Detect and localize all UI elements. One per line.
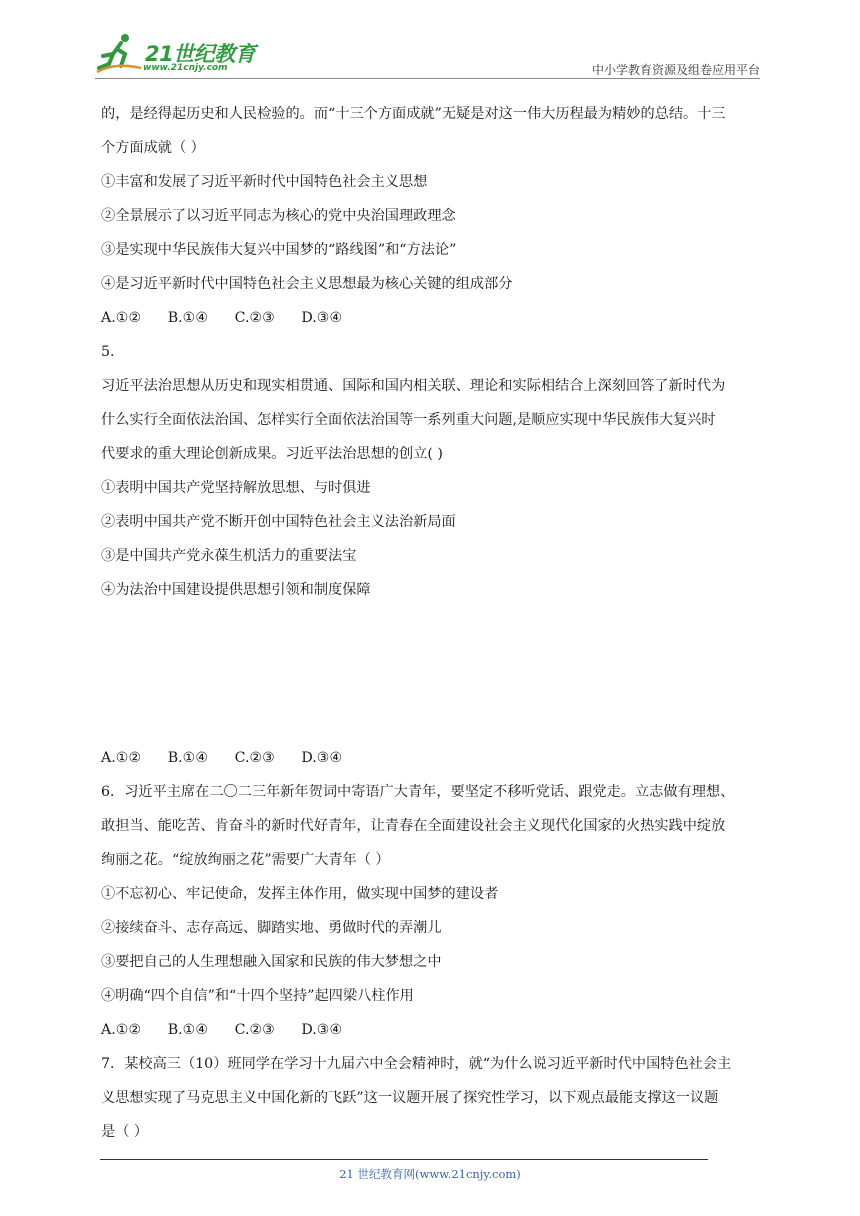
logo-text: 21世纪教育 (145, 42, 256, 66)
q5-line-3: 代要求的重大理论创新成果。习近平法治思想的创立( ) (101, 446, 443, 462)
q4-item-3: ③是实现中华民族伟大复兴中国梦的“路线图”和“方法论” (101, 242, 457, 258)
q4-option-c[interactable]: C.②③ (234, 310, 275, 326)
runner-logo-icon (95, 32, 143, 74)
q6-item-1: ①不忘初心、牢记使命，发挥主体作用，做实现中国梦的建设者 (101, 886, 499, 902)
q5-item-4: ④为法治中国建设提供思想引领和制度保障 (101, 582, 371, 598)
q6-item-2: ②接续奋斗、志存高远、脚踏实地、勇做时代的弄潮儿 (101, 920, 442, 936)
q5-option-b[interactable]: B.①④ (167, 750, 209, 766)
q4-option-a[interactable]: A.①② (101, 310, 142, 326)
q4-line-1: 的，是经得起历史和人民检验的。而“十三个方面成就”无疑是对这一伟大历程最为精妙的总结。十三 (101, 106, 726, 122)
footer-divider (100, 1159, 708, 1160)
q5-item-2: ②表明中国共产党不断开创中国特色社会主义法治新局面 (101, 514, 456, 530)
q6-line-2: 敢担当、能吃苦、肯奋斗的新时代好青年，让青春在全面建设社会主义现代化国家的火热实践中绽放 (101, 818, 726, 834)
logo (95, 30, 265, 78)
q4-item-2: ②全景展示了以习近平同志为核心的党中央治国理政理念 (101, 208, 456, 224)
q4-line-2: 个方面成就（ ） (101, 140, 205, 156)
q7-line-3: 是（ ） (101, 1124, 149, 1140)
q5-line-2: 什么实行全面依法治国、怎样实行全面依法治国等一系列重大问题,是顺应实现中华民族伟大复兴时 (101, 412, 716, 428)
q4-item-4: ④是习近平新时代中国特色社会主义思想最为核心关键的组成部分 (101, 276, 513, 292)
q4-option-b[interactable]: B.①④ (167, 310, 209, 326)
q6-line-1: 6．习近平主席在二〇二三年新年贺词中寄语广大青年，要坚定不移听党话、跟党走。立志做有理想、 (101, 784, 735, 800)
q6-option-b[interactable]: B.①④ (167, 1022, 209, 1038)
page-header (95, 30, 760, 80)
platform-title: 中小学教育资源及组卷应用平台 (591, 63, 760, 77)
header-divider (95, 78, 760, 79)
q4-item-1: ①丰富和发展了习近平新时代中国特色社会主义思想 (101, 174, 428, 190)
q6-option-d[interactable]: D.③④ (301, 1022, 343, 1038)
q4-options (101, 308, 364, 328)
q6-option-c[interactable]: C.②③ (234, 1022, 275, 1038)
q6-item-4: ④明确“四个自信”和“十四个坚持”起四梁八柱作用 (101, 988, 414, 1004)
footer-link[interactable]: 21 世纪教育网(www.21cnjy.com) (339, 1167, 521, 1181)
q6-option-a[interactable]: A.①② (101, 1022, 142, 1038)
q6-item-3: ③要把自己的人生理想融入国家和民族的伟大梦想之中 (101, 954, 442, 970)
logo-url: www.21cnjy.com (143, 63, 228, 73)
q5-option-c[interactable]: C.②③ (234, 750, 275, 766)
q4-option-d[interactable]: D.③④ (301, 310, 343, 326)
q6-options (101, 1020, 364, 1040)
q5-number: 5. (101, 344, 115, 360)
q5-item-3: ③是中国共产党永葆生机活力的重要法宝 (101, 548, 357, 564)
q6-line-3: 绚丽之花。“绽放绚丽之花”需要广大青年（ ） (101, 852, 390, 868)
q5-option-d[interactable]: D.③④ (301, 750, 343, 766)
q5-item-1: ①表明中国共产党坚持解放思想、与时俱进 (101, 480, 371, 496)
q5-line-1: 习近平法治思想从历史和现实相贯通、国际和国内相关联、理论和实际相结合上深刻回答了新时代为 (101, 378, 726, 394)
q5-options (101, 748, 364, 768)
q7-line-1: 7．某校高三（10）班同学在学习十九届六中全会精神时，就“为什么说习近平新时代中国特色社会主 (101, 1056, 732, 1072)
q7-line-2: 义思想实现了马克思主义中国化新的飞跃”这一议题开展了探究性学习，以下观点最能支撑这一议题 (101, 1090, 719, 1106)
q5-option-a[interactable]: A.①② (101, 750, 142, 766)
